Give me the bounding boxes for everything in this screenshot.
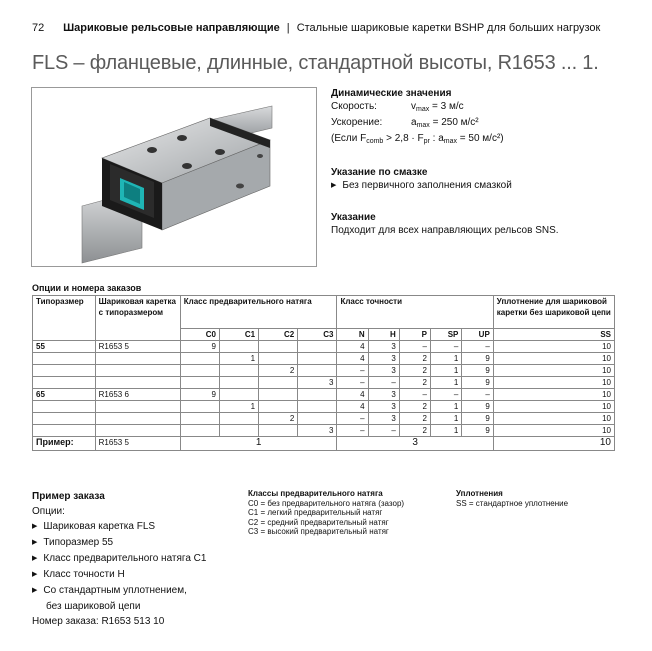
- cell-c3: [298, 365, 337, 377]
- speed-row: [331, 100, 631, 116]
- col-preload: Класс предварительного натяга: [180, 296, 337, 329]
- bullet-arrow-icon: ▶: [32, 571, 38, 578]
- cell-size: 55: [33, 341, 96, 353]
- speed-value: $v_{max} = 3$ м/с: [411, 101, 464, 113]
- cell-c2: [259, 377, 298, 389]
- specs-panel: [331, 87, 631, 255]
- cell-c1: [219, 341, 258, 353]
- cell-ss: 10: [493, 365, 614, 377]
- cell-p: –: [399, 341, 430, 353]
- subsection-title: Стальные шариковые каретки BSHP для больших нагрузок: [296, 22, 601, 34]
- cell-p: 2: [399, 425, 430, 437]
- cell-n: –: [337, 413, 368, 425]
- cell-c2: [259, 389, 298, 401]
- order-item: ▶ Класс предварительного натяга C1: [32, 553, 207, 564]
- sub-c1: C1: [219, 329, 258, 341]
- cell-up: 9: [462, 401, 493, 413]
- note-heading: Указание: [331, 212, 376, 223]
- cell-c2: [259, 401, 298, 413]
- cell-ss: 10: [493, 353, 614, 365]
- cell-ss: 10: [493, 425, 614, 437]
- cell-up: 9: [462, 425, 493, 437]
- cell-sp: 1: [430, 413, 461, 425]
- cell-sp: 1: [430, 377, 461, 389]
- cell-c1: [219, 365, 258, 377]
- cell-n: 4: [337, 401, 368, 413]
- page-number: 72: [32, 22, 45, 34]
- cell-c3: [298, 353, 337, 365]
- cell-carriage: [95, 365, 180, 377]
- preload-class-c0: C0 = без предварительного натяга (зазор): [248, 498, 405, 508]
- cell-ss: 10: [493, 341, 614, 353]
- cell-h: 3: [368, 413, 399, 425]
- cell-c2: [259, 341, 298, 353]
- cell-size: [33, 377, 96, 389]
- example-accuracy: 3: [337, 437, 493, 451]
- bullet-arrow-icon: ▶: [331, 182, 337, 189]
- cell-p: 2: [399, 377, 430, 389]
- lube-item: ▶ Без первичного заполнения смазкой: [331, 180, 512, 191]
- cell-carriage: R1653 5: [95, 341, 180, 353]
- cell-n: 4: [337, 389, 368, 401]
- seal-ss: SS = стандартное уплотнение: [456, 498, 569, 508]
- section-title: Шариковые рельсовые направляющие: [63, 22, 280, 34]
- lube-block: [331, 166, 631, 193]
- cell-ss: 10: [493, 377, 614, 389]
- cell-c1: [219, 413, 258, 425]
- sub-h: H: [368, 329, 399, 341]
- cell-c0: [180, 377, 219, 389]
- order-item: ▶ Типоразмер 55: [32, 537, 114, 548]
- table-row: [33, 365, 615, 377]
- cell-ss: 10: [493, 401, 614, 413]
- cell-h: –: [368, 425, 399, 437]
- cell-c0: [180, 425, 219, 437]
- cell-c3: 3: [298, 425, 337, 437]
- example-row: [33, 437, 615, 451]
- example-carriage: R1653 5: [95, 437, 180, 451]
- cell-up: 9: [462, 377, 493, 389]
- preload-classes-heading: Классы предварительного натяга: [248, 489, 383, 498]
- seals-heading: Уплотнения: [456, 489, 503, 498]
- cell-n: 4: [337, 353, 368, 365]
- product-image: [31, 87, 317, 267]
- cell-size: 65: [33, 389, 96, 401]
- table-row: [33, 389, 615, 401]
- cell-c0: [180, 401, 219, 413]
- lube-heading: Указание по смазке: [331, 167, 428, 178]
- cell-up: –: [462, 341, 493, 353]
- cell-c1: 1: [219, 353, 258, 365]
- bullet-arrow-icon: ▶: [32, 523, 38, 530]
- order-number: Номер заказа: R1653 513 10: [32, 616, 165, 627]
- table-row: [33, 401, 615, 413]
- cell-size: [33, 401, 96, 413]
- sub-up: UP: [462, 329, 493, 341]
- cell-ss: 10: [493, 389, 614, 401]
- example-preload: 1: [180, 437, 337, 451]
- cell-sp: –: [430, 389, 461, 401]
- preload-classes: [248, 489, 404, 537]
- cell-c3: [298, 341, 337, 353]
- page-header: [32, 22, 600, 34]
- sub-p: P: [399, 329, 430, 341]
- cell-sp: 1: [430, 365, 461, 377]
- example-seal: 10: [493, 437, 614, 451]
- page-title: FLS – фланцевые, длинные, стандартной высоты, R1653 ... 1.: [32, 52, 599, 74]
- preload-class-c1: C1 = легкий предварительный натяг: [248, 508, 383, 517]
- cell-up: 9: [462, 365, 493, 377]
- cell-p: 2: [399, 353, 430, 365]
- bullet-arrow-icon: ▶: [32, 539, 38, 546]
- seals-legend: [456, 489, 568, 508]
- cell-p: 2: [399, 401, 430, 413]
- cell-ss: 10: [493, 413, 614, 425]
- table-header-row: [33, 296, 615, 329]
- cell-c1: [219, 377, 258, 389]
- order-item: ▶ Шариковая каретка FLS: [32, 521, 156, 532]
- cell-sp: 1: [430, 353, 461, 365]
- cell-c0: [180, 413, 219, 425]
- ball-carriage-illustration: [32, 88, 317, 267]
- sub-c0: C0: [180, 329, 219, 341]
- cell-carriage: [95, 413, 180, 425]
- cell-c3: [298, 389, 337, 401]
- accel-row: [331, 116, 631, 132]
- cell-h: 3: [368, 341, 399, 353]
- cell-carriage: R1653 6: [95, 389, 180, 401]
- cell-up: 9: [462, 353, 493, 365]
- cell-carriage: [95, 377, 180, 389]
- note-block: [331, 211, 631, 237]
- dynamics-heading: Динамические значения: [331, 88, 452, 99]
- cell-h: 3: [368, 389, 399, 401]
- order-options-label: Опции:: [32, 506, 65, 517]
- cell-h: –: [368, 377, 399, 389]
- cell-c2: [259, 353, 298, 365]
- cell-c1: 1: [219, 401, 258, 413]
- cell-p: 2: [399, 413, 430, 425]
- col-carriage: Шариковая каретка с типоразмером: [95, 296, 180, 341]
- cell-c3: [298, 401, 337, 413]
- cell-c2: 2: [259, 365, 298, 377]
- cell-carriage: [95, 425, 180, 437]
- cell-c0: [180, 353, 219, 365]
- sub-c2: C2: [259, 329, 298, 341]
- preload-class-c2: C2 = средний предварительный натяг: [248, 517, 389, 527]
- sub-n: N: [337, 329, 368, 341]
- col-size: Типоразмер: [33, 296, 96, 341]
- table-row: [33, 425, 615, 437]
- cell-n: –: [337, 425, 368, 437]
- dynamics-block: [331, 87, 631, 148]
- accel-value: $a_{max} = 250$ м/с²: [411, 117, 479, 129]
- sub-c3: C3: [298, 329, 337, 341]
- cell-size: [33, 365, 96, 377]
- col-seal: Уплотнение для шариковой каретки без шариковой цепи: [493, 296, 614, 329]
- cell-h: 3: [368, 353, 399, 365]
- order-heading: Пример заказа: [32, 491, 105, 502]
- cell-sp: –: [430, 341, 461, 353]
- table-row: [33, 413, 615, 425]
- cell-c0: 9: [180, 341, 219, 353]
- cell-c2: [259, 425, 298, 437]
- cell-sp: 1: [430, 425, 461, 437]
- cell-up: 9: [462, 413, 493, 425]
- options-table: [32, 295, 615, 451]
- cell-size: [33, 425, 96, 437]
- cell-sp: 1: [430, 401, 461, 413]
- header-separator: |: [286, 22, 290, 34]
- order-item: ▶ Класс точности H: [32, 569, 125, 580]
- note-text: Подходит для всех направляющих рельсов SNS.: [331, 225, 559, 236]
- cell-p: –: [399, 389, 430, 401]
- example-label: Пример:: [33, 437, 96, 451]
- bullet-arrow-icon: ▶: [32, 555, 38, 562]
- sub-ss: SS: [493, 329, 614, 341]
- table-row: [33, 341, 615, 353]
- cell-carriage: [95, 353, 180, 365]
- cell-c3: [298, 413, 337, 425]
- order-item-cont: без шариковой цепи: [46, 601, 141, 612]
- options-title: Опции и номера заказов: [32, 283, 142, 293]
- cell-c0: [180, 365, 219, 377]
- accel-label: Ускорение:: [331, 117, 383, 128]
- accel-condition: (Если $F_{comb} > 2,8 \cdot F_{pr}$ : $a_{max} = 50$ м/с²): [331, 133, 504, 145]
- table-row: [33, 353, 615, 365]
- cell-h: 3: [368, 365, 399, 377]
- order-item: ▶ Со стандартным уплотнением,: [32, 585, 187, 596]
- cell-h: 3: [368, 401, 399, 413]
- cell-size: [33, 353, 96, 365]
- cell-c1: [219, 425, 258, 437]
- speed-label: Скорость:: [331, 101, 377, 112]
- cell-n: –: [337, 377, 368, 389]
- table-row: [33, 377, 615, 389]
- sub-sp: SP: [430, 329, 461, 341]
- cell-up: –: [462, 389, 493, 401]
- col-accuracy: Класс точности: [337, 296, 493, 329]
- cell-c2: 2: [259, 413, 298, 425]
- order-example: [32, 489, 206, 629]
- cell-p: 2: [399, 365, 430, 377]
- cell-c3: 3: [298, 377, 337, 389]
- cell-n: 4: [337, 341, 368, 353]
- cell-n: –: [337, 365, 368, 377]
- bullet-arrow-icon: ▶: [32, 587, 38, 594]
- cell-c0: 9: [180, 389, 219, 401]
- cell-carriage: [95, 401, 180, 413]
- cell-c1: [219, 389, 258, 401]
- preload-class-c3: C3 = высокий предварительный натяг: [248, 527, 389, 536]
- cell-size: [33, 413, 96, 425]
